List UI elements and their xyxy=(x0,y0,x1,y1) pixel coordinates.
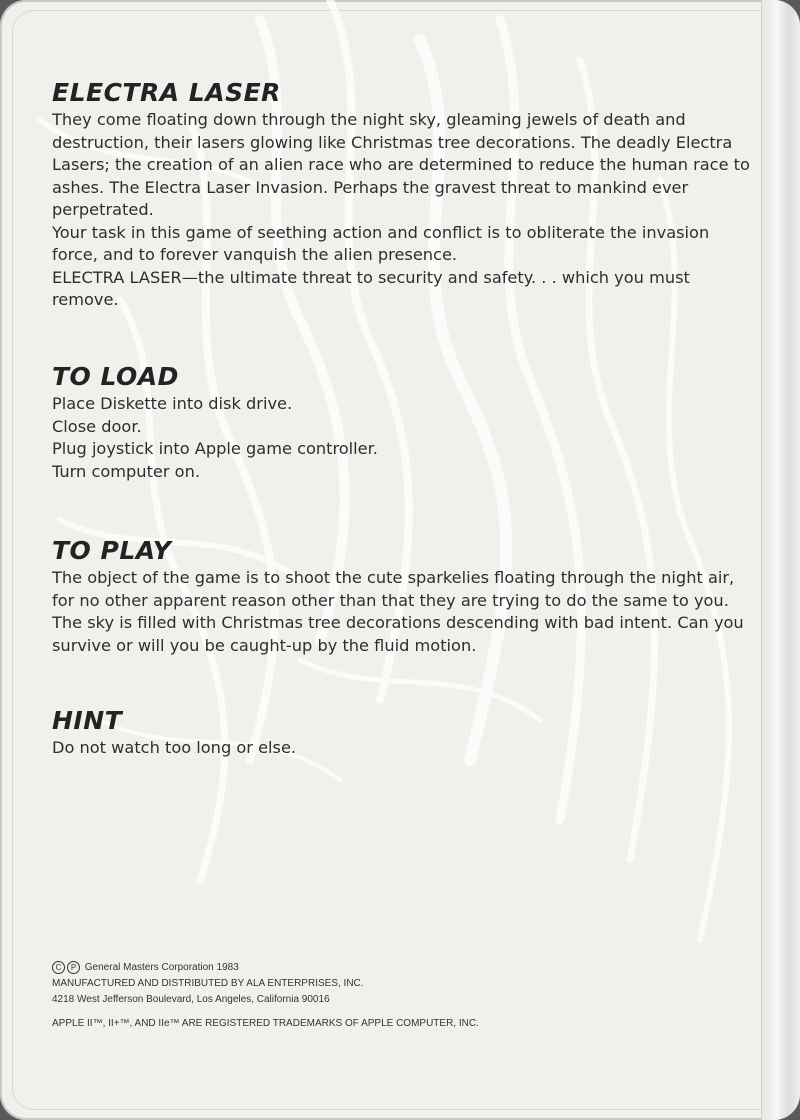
load-step: Place Diskette into disk drive. xyxy=(52,394,293,413)
heading-electra-laser: ELECTRA LASER xyxy=(52,78,281,107)
copyright-symbol: C xyxy=(52,961,65,974)
address-line: 4218 West Jefferson Boulevard, Los Angeles, California 90016 xyxy=(52,994,330,1005)
electra-threat-text: ELECTRA LASER—the ultimate threat to security and safety. . . which you must remove. xyxy=(52,267,690,309)
electra-intro-text: They come floating down through the night sky, gleaming jewels of death and destruction, their lasers glowing like Christmas tree decorations. The deadly Electra Lasers; the creation of an alien race who are determined to reduce the human race to ashes. The Electra Laser Invasion. Perhaps the gravest threat to mankind ever perpetrated. xyxy=(52,110,750,219)
copyright-line xyxy=(52,960,479,976)
load-step: Turn computer on. xyxy=(52,461,200,481)
load-step: Close door. xyxy=(52,416,142,436)
sleeve-binding-strip xyxy=(761,0,800,1120)
heading-hint: HINT xyxy=(52,706,123,735)
load-steps xyxy=(52,393,752,483)
heading-to-play: TO PLAY xyxy=(52,536,172,565)
manual-content xyxy=(52,78,752,757)
section-to-load xyxy=(52,362,752,483)
section-hint xyxy=(52,706,752,760)
phonogram-symbol: P xyxy=(67,961,80,974)
manufacturer-line: MANUFACTURED AND DISTRIBUTED BY ALA ENTERPRISES, INC. xyxy=(52,978,364,989)
credits-block xyxy=(52,960,479,1032)
heading-to-load: TO LOAD xyxy=(52,362,179,391)
copyright-text: General Masters Corporation 1983 xyxy=(84,962,239,973)
section-electra-laser xyxy=(52,78,752,312)
section-to-play xyxy=(52,536,752,657)
electra-task-text: Your task in this game of seething action and conflict is to obliterate the invasion force, and to forever vanquish the alien presence. xyxy=(52,222,710,264)
hint-text: Do not watch too long or else. xyxy=(52,738,297,757)
play-text: The object of the game is to shoot the cute sparkelies floating through the night air, for no other apparent reason other than that they are trying to do the same to you. The sky is filled with Christmas tree decorations descending with bad intent. Can you survive or will you be caught-up by the fluid motion. xyxy=(52,568,744,655)
trademark-line: APPLE II™, II+™, AND IIe™ ARE REGISTERED TRADEMARKS OF APPLE COMPUTER, INC. xyxy=(52,1018,479,1029)
load-step: Plug joystick into Apple game controller. xyxy=(52,439,378,458)
